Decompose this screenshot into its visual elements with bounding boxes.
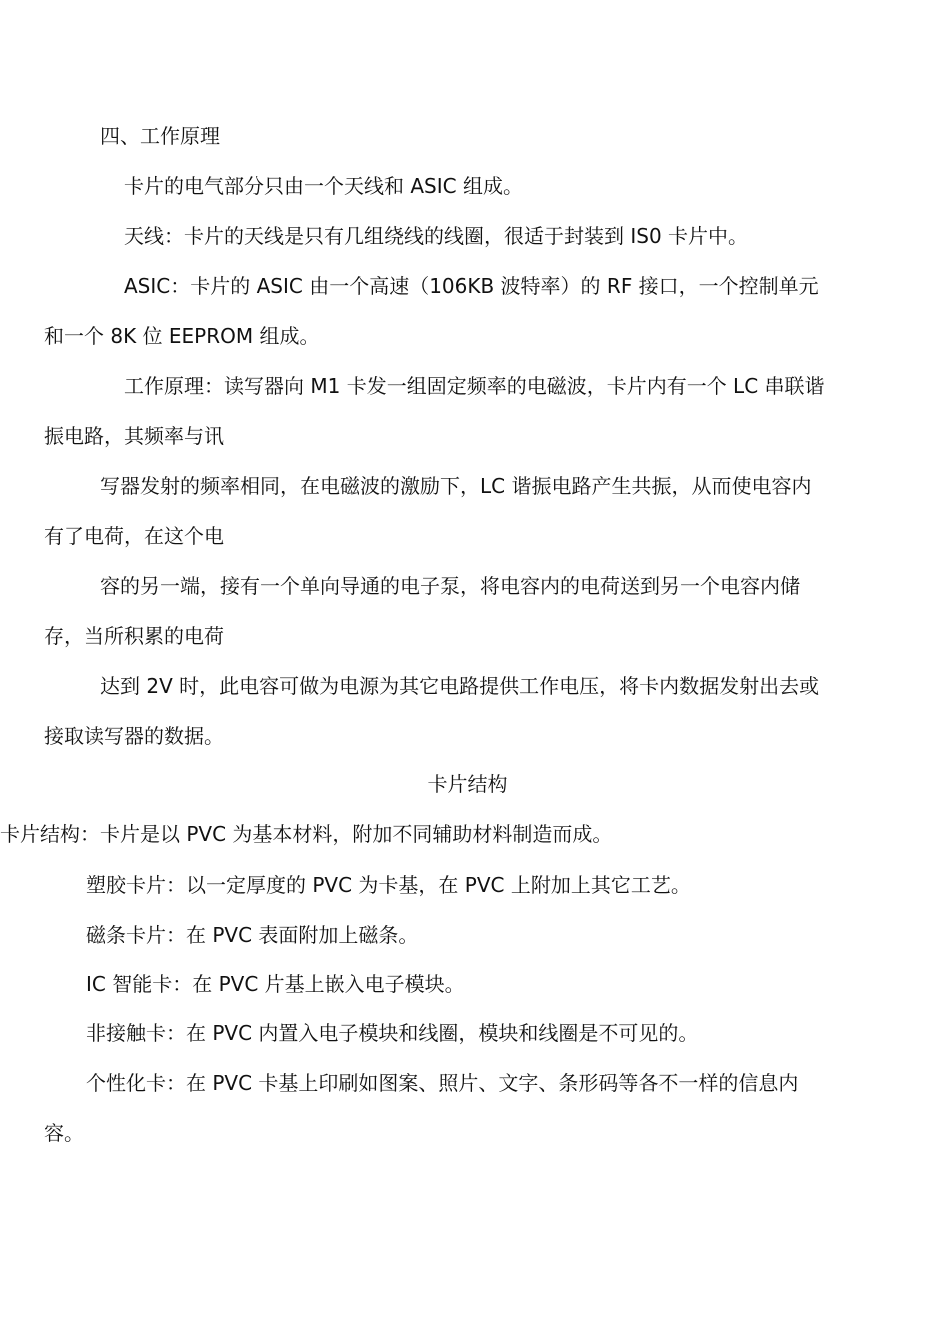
paragraph-resonance-line2: 有了电荷，在这个电 [44,524,224,548]
paragraph-pump-line1: 容的另一端，接有一个单向导通的电子泵，将电容内的电荷送到另一个电容内储 [100,574,800,598]
item-contactless-card: 非接触卡：在 PVC 内置入电子模块和线圈，模块和线圈是不可见的。 [86,1021,699,1045]
paragraph-pump-line2: 存，当所积累的电荷 [44,624,224,648]
item-plastic-card: 塑胶卡片：以一定厚度的 PVC 为卡基，在 PVC 上附加上其它工艺。 [86,873,691,897]
item-magnetic-card: 磁条卡片：在 PVC 表面附加上磁条。 [86,923,419,947]
paragraph-asic-line2: 和一个 8K 位 EEPROM 组成。 [44,324,320,348]
paragraph-asic-line1: ASIC：卡片的 ASIC 由一个高速（106KB 波特率）的 RF 接口，一个控制单元 [124,274,819,298]
paragraph-electrical: 卡片的电气部分只由一个天线和 ASIC 组成。 [124,174,523,198]
paragraph-principle-line2: 振电路，其频率与讯 [44,424,224,448]
item-personalized-card-line2: 容。 [44,1121,84,1145]
paragraph-voltage-line1: 达到 2V 时，此电容可做为电源为其它电路提供工作电压，将卡内数据发射出去或 [100,674,820,698]
item-ic-card: IC 智能卡：在 PVC 片基上嵌入电子模块。 [86,972,465,996]
item-personalized-card-line1: 个性化卡：在 PVC 卡基上印刷如图案、照片、文字、条形码等各不一样的信息内 [86,1071,799,1095]
card-structure-intro: 卡片结构：卡片是以 PVC 为基本材料，附加不同辅助材料制造而成。 [0,822,613,846]
paragraph-principle-line1: 工作原理：读写器向 M1 卡发一组固定频率的电磁波，卡片内有一个 LC 串联谐 [124,374,825,398]
paragraph-resonance-line1: 写器发射的频率相同，在电磁波的激励下，LC 谐振电路产生共振，从而使电容内 [100,474,812,498]
card-structure-heading: 卡片结构 [427,772,508,796]
paragraph-voltage-line2: 接取读写器的数据。 [44,724,224,748]
section-heading: 四、工作原理 [100,124,220,148]
paragraph-antenna: 天线：卡片的天线是只有几组绕线的线圈，很适于封装到 IS0 卡片中。 [124,224,749,248]
